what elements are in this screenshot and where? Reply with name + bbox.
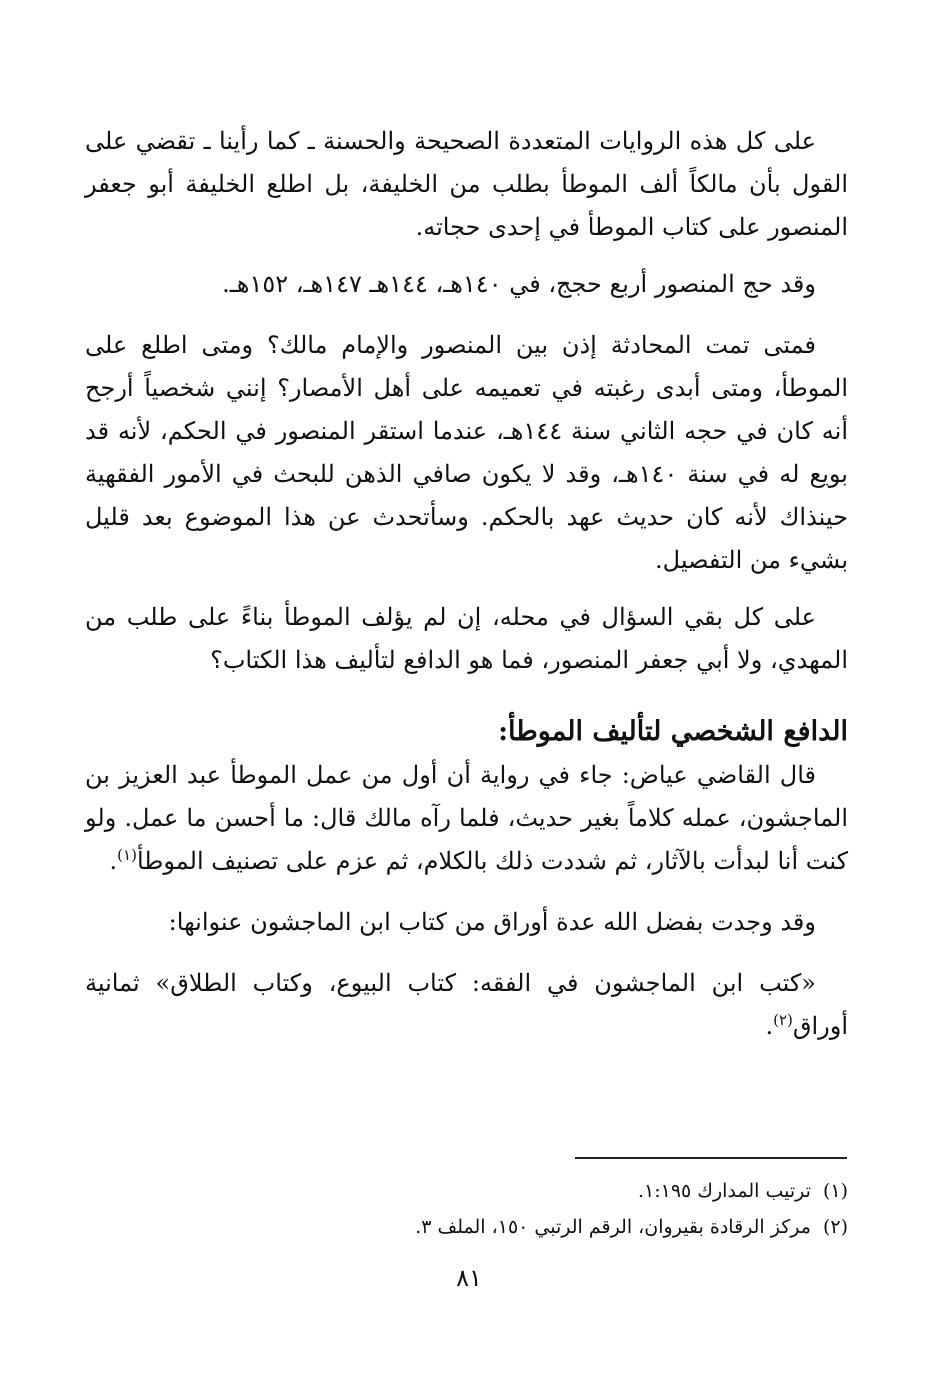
section-paragraph-1-end: .	[109, 847, 118, 875]
paragraph-4: على كل بقي السؤال في محله، إن لم يؤلف الموطأ بناءً على طلب من المهدي، ولا أبي جعفر المنصور، فما هو الدافع لتأليف هذا الكتاب؟	[85, 603, 848, 674]
footnote-ref-1[interactable]: (١)	[117, 846, 137, 864]
footnote-1-text: ترتيب المدارك ١:١٩٥.	[637, 1180, 811, 1202]
footnote-2-text: مركز الرقادة بقيروان، الرقم الرتبي ١٥٠، الملف ٣.	[415, 1216, 811, 1238]
footnote-ref-2[interactable]: (٢)	[773, 1011, 793, 1029]
section-paragraph-2: وقد وجدت بفضل الله عدة أوراق من كتاب ابن الماجشون عنوانها:	[168, 908, 816, 936]
paragraph-1: على كل هذه الروايات المتعددة الصحيحة والحسنة ـ كما رأينا ـ تقضي على القول بأن مالكاً ألف الموطأ بطلب من الخليفة، بل اطلع الخليفة أبو جعفر المنصور على كتاب الموطأ في إحدى حجاته.	[85, 127, 848, 241]
footnote-2	[85, 1209, 848, 1245]
section-heading: الدافع الشخصي لتأليف الموطأ:	[498, 716, 848, 747]
footnote-divider	[575, 1157, 847, 1159]
footnote-2-number: (٢)	[822, 1216, 848, 1238]
page-body	[85, 120, 848, 1048]
section-paragraph-1	[85, 754, 848, 883]
footnote-1-number: (١)	[822, 1180, 848, 1202]
section-paragraph-3-end: .	[765, 1012, 774, 1040]
footnote-1	[85, 1173, 848, 1209]
section-paragraph-1-text: قال القاضي عياض: جاء في رواية أن أول من عمل الموطأ عبد العزيز بن الماجشون، عمله كلاماً بغير حديث، فلما رآه مالك قال: ما أحسن ما عمل. ولو كنت أنا لبدأت بالآثار، ثم شددت ذلك بالكلام، ثم عزم على تصنيف الموطأ	[85, 761, 848, 875]
footnotes	[85, 1173, 848, 1245]
paragraph-3: فمتى تمت المحادثة إذن بين المنصور والإمام مالك؟ ومتى اطلع على الموطأ، ومتى أبدى رغبته في تعميمه على أهل الأمصار؟ إنني شخصياً أرجح أنه كان في حجه الثاني سنة ١٤٤هـ، عندما استقر المنصور في الحكم، لأنه قد بويع له في سنة ١٤٠هـ، وقد لا يكون صافي الذهن للبحث في الأمور الفقهية حينذاك لأنه كان حديث عهد بالحكم. وسأتحدث عن هذا الموضوع بعد قليل بشيء من التفصيل.	[85, 331, 849, 574]
paragraph-2: وقد حج المنصور أربع حجج، في ١٤٠هـ، ١٤٤هـ ١٤٧هـ، ١٥٢هـ.	[222, 270, 816, 298]
section-paragraph-3-text: «كتب ابن الماجشون في الفقه: كتاب البيوع، وكتاب الطلاق» ثمانية أوراق	[85, 969, 848, 1040]
section-paragraph-3	[85, 962, 848, 1048]
page-number: ٨١	[456, 1264, 482, 1292]
